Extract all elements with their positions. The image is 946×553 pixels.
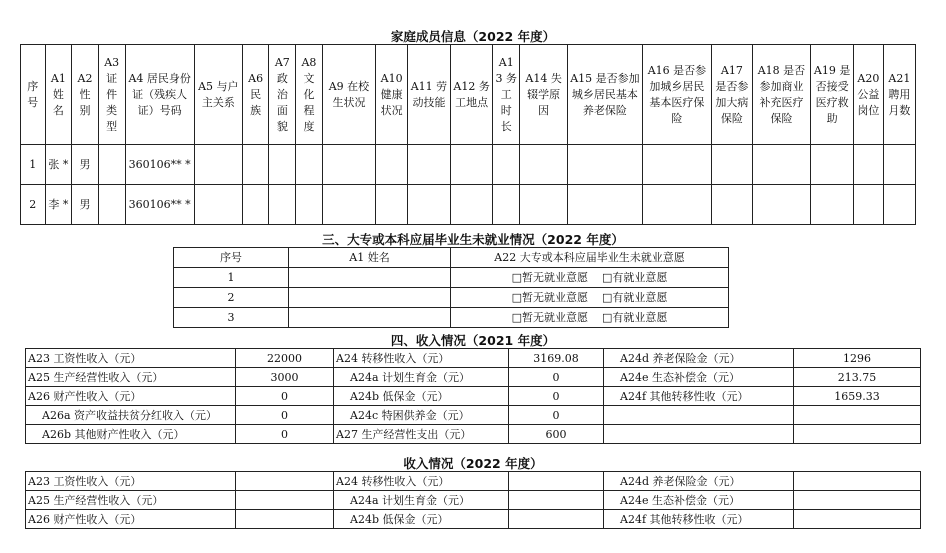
data-cell[interactable] bbox=[376, 145, 408, 185]
intention-cell bbox=[451, 288, 729, 308]
table-row bbox=[26, 491, 921, 510]
income-label: A26b 其他财产性收入（元） bbox=[26, 425, 236, 444]
row-number: 1 bbox=[174, 268, 289, 288]
income-label: A24 转移性收入（元） bbox=[334, 472, 509, 491]
graduate-name-cell[interactable] bbox=[289, 288, 451, 308]
header-cell: A1 姓名 bbox=[289, 248, 451, 268]
income-value[interactable]: 0 bbox=[509, 368, 604, 387]
member-name[interactable]: 张 * bbox=[45, 145, 72, 185]
data-cell[interactable] bbox=[408, 145, 451, 185]
income-label: A24b 低保金（元） bbox=[334, 387, 509, 406]
income-label: A24d 养老保险金（元） bbox=[604, 472, 794, 491]
data-cell[interactable] bbox=[568, 145, 643, 185]
graduates-header-row bbox=[174, 248, 729, 268]
data-cell[interactable] bbox=[296, 185, 323, 225]
income-2022-table bbox=[25, 471, 921, 529]
data-cell[interactable] bbox=[322, 145, 375, 185]
intention-cell bbox=[451, 268, 729, 288]
graduate-name-cell[interactable] bbox=[289, 308, 451, 328]
header-cell: A9 在校生状况 bbox=[322, 45, 375, 145]
data-cell[interactable] bbox=[242, 145, 269, 185]
table-row bbox=[174, 268, 729, 288]
table-row bbox=[26, 425, 921, 444]
family-header-row bbox=[21, 45, 916, 145]
member-gender[interactable]: 男 bbox=[72, 185, 99, 225]
has-intention-checkbox[interactable]: □有就业意愿 bbox=[602, 311, 668, 324]
income-value[interactable] bbox=[236, 510, 334, 529]
row-number: 2 bbox=[21, 185, 46, 225]
table-row bbox=[26, 349, 921, 368]
data-cell[interactable] bbox=[296, 145, 323, 185]
table-row bbox=[174, 308, 729, 328]
income-label: A24a 计划生育金（元） bbox=[334, 491, 509, 510]
income-label: A24f 其他转移性收（元） bbox=[604, 510, 794, 529]
family-members-table bbox=[20, 44, 916, 225]
income-2021-title: 四、收入情况（2021 年度） bbox=[390, 333, 556, 348]
income-value[interactable]: 22000 bbox=[236, 349, 334, 368]
income-label: A23 工资性收入（元） bbox=[26, 349, 236, 368]
income-label: A27 生产经营性支出（元） bbox=[334, 425, 509, 444]
row-number: 3 bbox=[174, 308, 289, 328]
income-label: A26a 资产收益扶贫分红收入（元） bbox=[26, 406, 236, 425]
header-cell: A2 性别 bbox=[72, 45, 99, 145]
header-cell: A10 健康状况 bbox=[376, 45, 408, 145]
empty-cell bbox=[794, 425, 921, 444]
income-label: A24f 其他转移性收（元） bbox=[604, 387, 794, 406]
data-cell[interactable] bbox=[520, 145, 568, 185]
income-value[interactable]: 3169.08 bbox=[509, 349, 604, 368]
data-cell[interactable] bbox=[811, 145, 854, 185]
table-row bbox=[26, 406, 921, 425]
member-id-number[interactable]: 360106** * bbox=[125, 185, 194, 225]
header-cell: A7 政治面貌 bbox=[269, 45, 296, 145]
header-cell: A17 是否参加大病保险 bbox=[712, 45, 753, 145]
income-value[interactable]: 0 bbox=[236, 425, 334, 444]
no-intention-checkbox[interactable]: □暂无就业意愿 bbox=[511, 311, 588, 324]
header-cell: A19 是否接受医疗救助 bbox=[811, 45, 854, 145]
table-row bbox=[21, 145, 916, 185]
header-cell: 序号 bbox=[174, 248, 289, 268]
table-row bbox=[26, 472, 921, 491]
income-value[interactable] bbox=[236, 472, 334, 491]
income-2022-title: 收入情况（2022 年度） bbox=[403, 456, 543, 471]
header-cell: A12 务工地点 bbox=[450, 45, 493, 145]
income-label: A24d 养老保险金（元） bbox=[604, 349, 794, 368]
member-id-number[interactable]: 360106** * bbox=[125, 145, 194, 185]
header-cell: A3 证件类型 bbox=[98, 45, 125, 145]
header-cell: A22 大专或本科应届毕业生未就业意愿 bbox=[451, 248, 729, 268]
empty-cell bbox=[604, 425, 794, 444]
income-value[interactable]: 1296 bbox=[794, 349, 921, 368]
no-intention-checkbox[interactable]: □暂无就业意愿 bbox=[511, 291, 588, 304]
table-row bbox=[174, 288, 729, 308]
header-cell: A16 是否参加城乡居民基本医疗保险 bbox=[642, 45, 711, 145]
member-name[interactable]: 李 * bbox=[45, 185, 72, 225]
income-value[interactable]: 0 bbox=[236, 406, 334, 425]
graduates-section-title: 三、大专或本科应届毕业生未就业情况（2022 年度） bbox=[322, 232, 624, 247]
income-value[interactable] bbox=[794, 491, 921, 510]
has-intention-checkbox[interactable]: □有就业意愿 bbox=[602, 291, 668, 304]
header-cell: A14 失辍学原因 bbox=[520, 45, 568, 145]
header-cell: A20 公益岗位 bbox=[853, 45, 883, 145]
income-label: A24b 低保金（元） bbox=[334, 510, 509, 529]
empty-cell bbox=[794, 406, 921, 425]
income-label: A26 财产性收入（元） bbox=[26, 510, 236, 529]
table-row bbox=[21, 185, 916, 225]
data-cell[interactable] bbox=[408, 185, 451, 225]
income-2021-table bbox=[25, 348, 921, 444]
data-cell[interactable] bbox=[853, 145, 883, 185]
data-cell[interactable] bbox=[883, 185, 915, 225]
no-intention-checkbox[interactable]: □暂无就业意愿 bbox=[511, 271, 588, 284]
row-number: 2 bbox=[174, 288, 289, 308]
intention-cell bbox=[451, 308, 729, 328]
income-value[interactable] bbox=[509, 510, 604, 529]
member-gender[interactable]: 男 bbox=[72, 145, 99, 185]
income-label: A23 工资性收入（元） bbox=[26, 472, 236, 491]
data-cell[interactable] bbox=[269, 145, 296, 185]
income-value[interactable]: 213.75 bbox=[794, 368, 921, 387]
income-value[interactable] bbox=[236, 491, 334, 510]
graduate-name-cell[interactable] bbox=[289, 268, 451, 288]
row-number: 1 bbox=[21, 145, 46, 185]
income-value[interactable]: 0 bbox=[509, 387, 604, 406]
income-label: A26 财产性收入（元） bbox=[26, 387, 236, 406]
data-cell[interactable] bbox=[194, 145, 242, 185]
data-cell[interactable] bbox=[642, 185, 711, 225]
header-cell: A1 姓名 bbox=[45, 45, 72, 145]
data-cell[interactable] bbox=[568, 185, 643, 225]
income-value[interactable] bbox=[509, 472, 604, 491]
header-cell: A8 文化程度 bbox=[296, 45, 323, 145]
data-cell[interactable] bbox=[322, 185, 375, 225]
income-label: A25 生产经营性收入（元） bbox=[26, 368, 236, 387]
data-cell[interactable] bbox=[194, 185, 242, 225]
income-label: A24c 特困供养金（元） bbox=[334, 406, 509, 425]
income-label: A24e 生态补偿金（元） bbox=[604, 491, 794, 510]
data-cell[interactable] bbox=[493, 145, 520, 185]
data-cell[interactable] bbox=[269, 185, 296, 225]
income-label: A24e 生态补偿金（元） bbox=[604, 368, 794, 387]
income-value[interactable] bbox=[509, 491, 604, 510]
header-cell: A4 居民身份证（残疾人证）号码 bbox=[125, 45, 194, 145]
header-cell: A18 是否参加商业补充医疗保险 bbox=[752, 45, 811, 145]
header-cell: A13 务工时长 bbox=[493, 45, 520, 145]
header-cell: A6 民族 bbox=[242, 45, 269, 145]
data-cell[interactable] bbox=[520, 185, 568, 225]
graduates-table bbox=[173, 247, 729, 328]
data-cell[interactable] bbox=[450, 145, 493, 185]
data-cell[interactable] bbox=[712, 145, 753, 185]
header-cell: 序号 bbox=[21, 45, 46, 145]
data-cell[interactable] bbox=[242, 185, 269, 225]
header-cell: A5 与户主关系 bbox=[194, 45, 242, 145]
has-intention-checkbox[interactable]: □有就业意愿 bbox=[602, 271, 668, 284]
data-cell[interactable] bbox=[712, 185, 753, 225]
income-value[interactable] bbox=[794, 472, 921, 491]
table-row bbox=[26, 387, 921, 406]
table-row bbox=[26, 510, 921, 529]
income-value[interactable] bbox=[794, 510, 921, 529]
income-value[interactable]: 0 bbox=[236, 387, 334, 406]
id-type-cell[interactable] bbox=[98, 145, 125, 185]
income-label: A25 生产经营性收入（元） bbox=[26, 491, 236, 510]
income-value[interactable]: 600 bbox=[509, 425, 604, 444]
income-label: A24a 计划生育金（元） bbox=[334, 368, 509, 387]
empty-cell bbox=[604, 406, 794, 425]
data-cell[interactable] bbox=[642, 145, 711, 185]
income-value[interactable]: 1659.33 bbox=[794, 387, 921, 406]
family-section-title: 家庭成员信息（2022 年度） bbox=[390, 29, 556, 44]
header-cell: A11 劳动技能 bbox=[408, 45, 451, 145]
header-cell: A21 聘用月数 bbox=[883, 45, 915, 145]
data-cell[interactable] bbox=[493, 185, 520, 225]
data-cell[interactable] bbox=[853, 185, 883, 225]
data-cell[interactable] bbox=[376, 185, 408, 225]
data-cell[interactable] bbox=[752, 185, 811, 225]
header-cell: A15 是否参加城乡居民基本养老保险 bbox=[568, 45, 643, 145]
data-cell[interactable] bbox=[811, 185, 854, 225]
income-value[interactable]: 3000 bbox=[236, 368, 334, 387]
table-row bbox=[26, 368, 921, 387]
data-cell[interactable] bbox=[752, 145, 811, 185]
income-label: A24 转移性收入（元） bbox=[334, 349, 509, 368]
data-cell[interactable] bbox=[883, 145, 915, 185]
data-cell[interactable] bbox=[450, 185, 493, 225]
income-value[interactable]: 0 bbox=[509, 406, 604, 425]
id-type-cell[interactable] bbox=[98, 185, 125, 225]
